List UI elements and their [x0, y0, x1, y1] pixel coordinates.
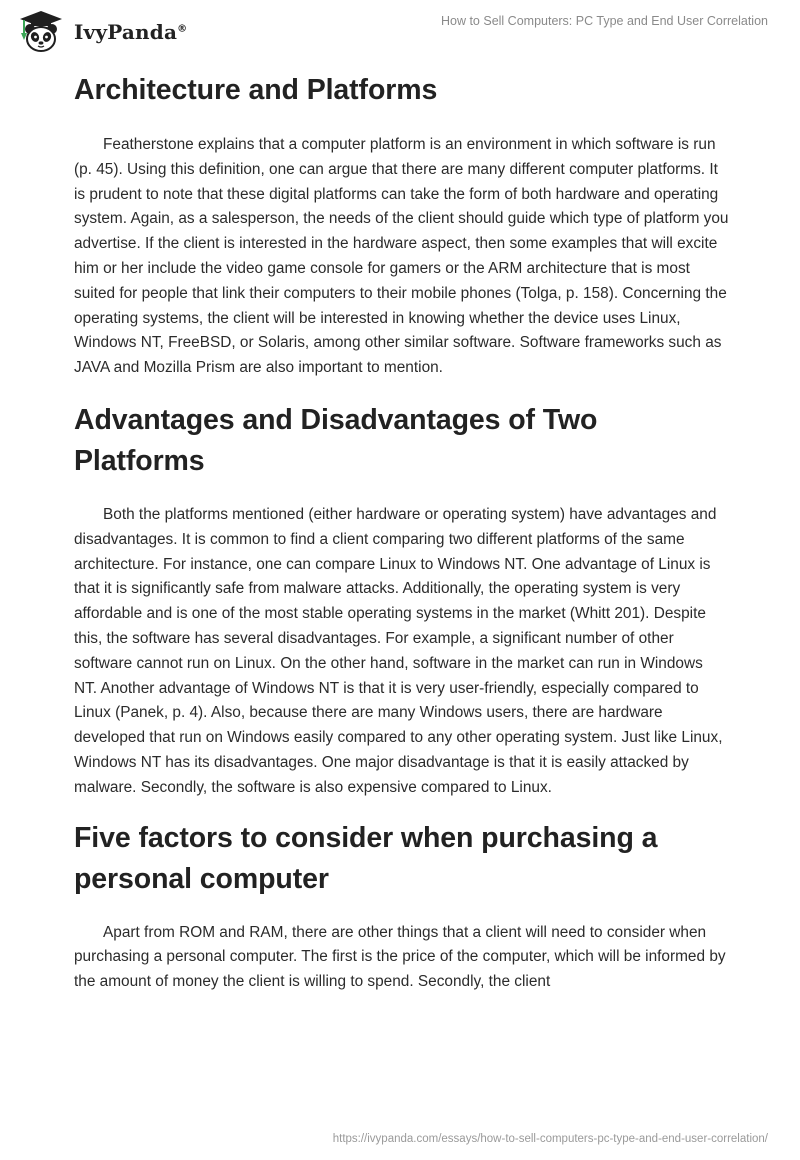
ivypanda-logo[interactable] [16, 9, 187, 55]
document-title: How to Sell Computers: PC Type and End User Correlation [440, 14, 768, 28]
section-paragraph-advantages: Both the platforms mentioned (either hardware or operating system) have advantages and disadvantages. It is common to find a client comparing two different platforms of the same architecture. For instance, one can compare Linux to Windows NT. One advantage of Linux is that it is significantly safe from malware attacks. Additionally, the operating system is very affordable and is one of the most stable operating systems in the market (Whitt 201). Despite this, the software has several disadvantages. For example, a significant number of other software cannot run on Linux. On the other hand, software in the market can run in Windows NT. Another advantage of Windows NT is that it is very user-friendly, especially compared to Linux (Panek, p. 4). Also, because there are many Windows users, there are hardware developed that run on Windows easily compared to any other operating system. Just like Linux, Windows NT has its disadvantages. One major disadvantage is that it is easily attacked by malware. Secondly, the software is also expensive compared to Linux. [74, 505, 723, 796]
source-url[interactable]: https://ivypanda.com/essays/how-to-sell-computers-pc-type-and-end-user-correlation/ [332, 1133, 768, 1145]
section-paragraph-five-factors: Apart from ROM and RAM, there are other things that a client will need to consider when purchasing a personal computer. The first is the price of the computer, which will be informed by the amount of money the client is willing to spend. Secondly, the client [74, 923, 726, 991]
essay-body [74, 68, 730, 995]
registered-mark: ® [177, 23, 188, 35]
brand-name: IvyPanda® [74, 20, 188, 44]
section-heading-five-factors: Five factors to consider when purchasing a personal computer [74, 821, 658, 895]
section-paragraph-architecture: Featherstone explains that a computer platform is an environment in which software is run (p. 45). Using this definition, one can argue that there are many different computer platforms. It is prudent to note that these digital platforms can take the form of both hardware and operating system. Again, as a salesperson, the needs of the client should guide which type of platform you advertise. If the client is interested in the hardware aspect, then some examples that will excite him or her include the video game console for gamers or the ARM architecture that is most suited for people that link their computers to their mobile phones (Tolga, p. 158). Concerning the operating systems, the client will be interested in knowing whether the device uses Linux, Windows NT, FreeBSD, or Solaris, among other similar software. Software frameworks such as JAVA and Mozilla Prism are also important to mention. [74, 136, 729, 377]
page-header [0, 0, 800, 62]
section-heading-architecture: Architecture and Platforms [74, 74, 438, 106]
panda-graduate-icon [16, 9, 66, 55]
section-heading-advantages: Advantages and Disadvantages of Two Platforms [74, 403, 598, 477]
